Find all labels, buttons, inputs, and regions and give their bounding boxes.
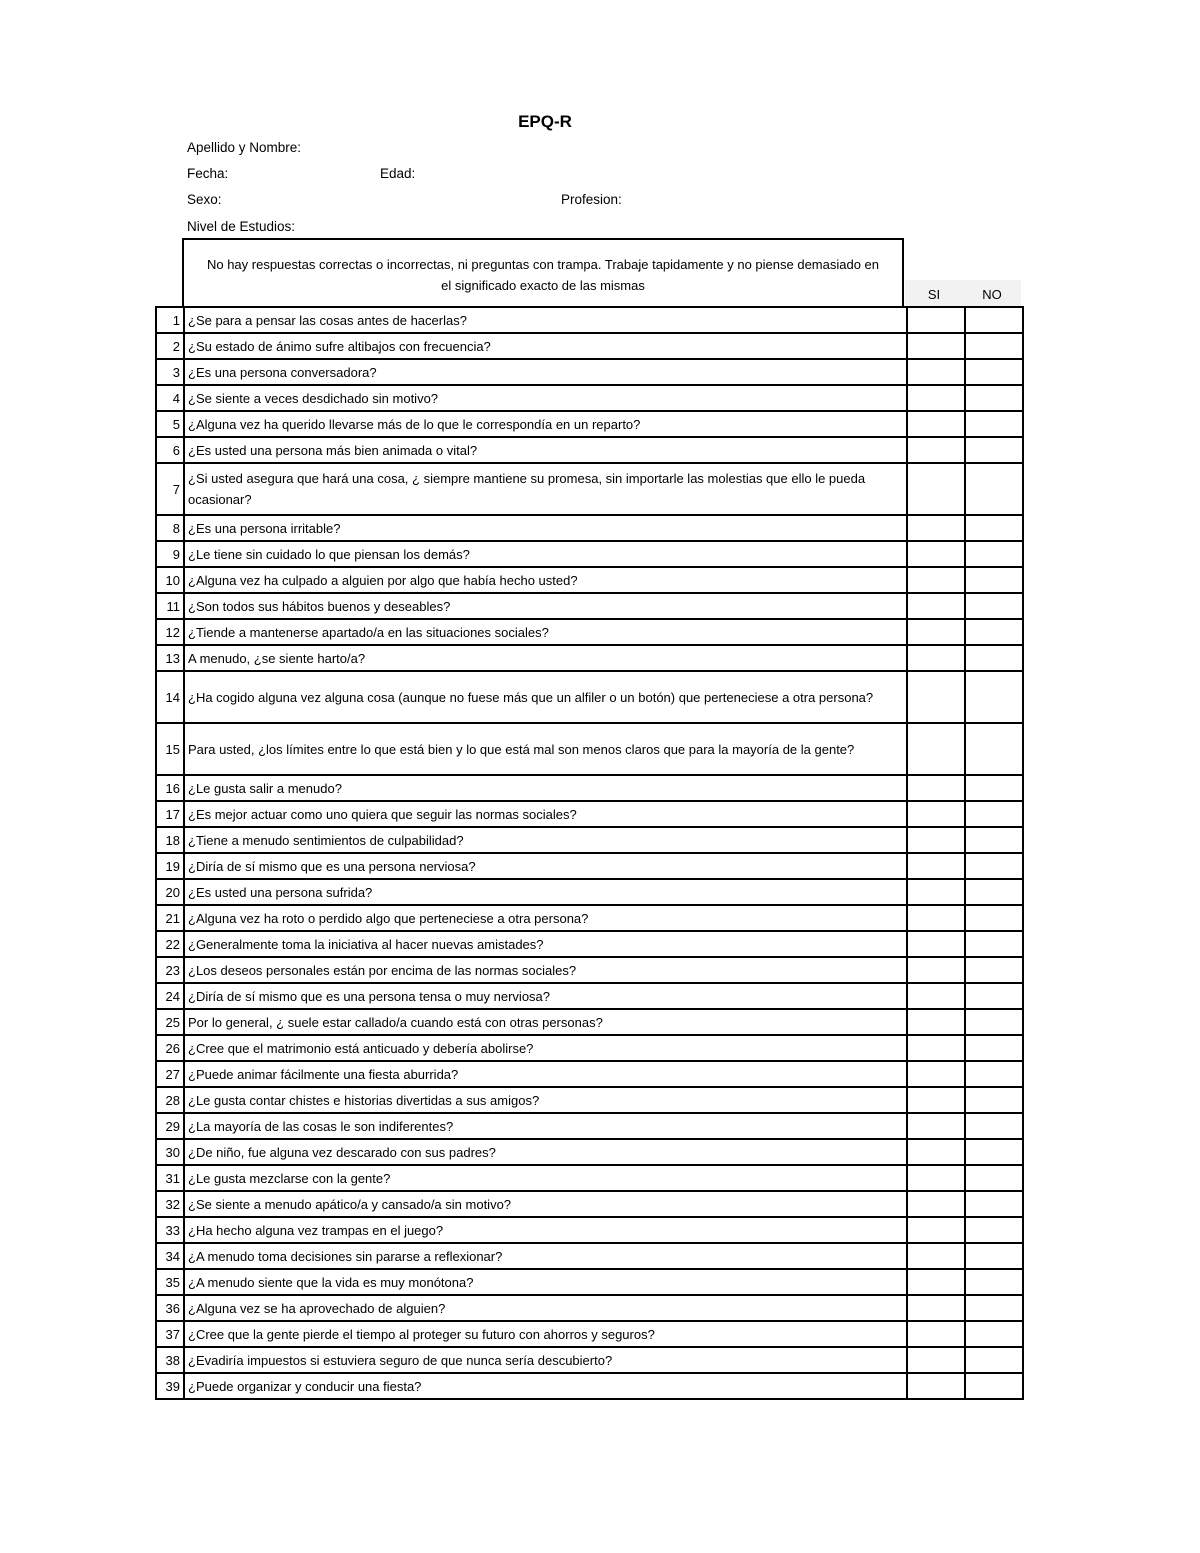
table-row (156, 723, 1023, 775)
table-row (156, 307, 1023, 333)
table-row (156, 463, 1023, 515)
question-number: 35 (156, 1269, 184, 1295)
answer-cell-no[interactable] (965, 645, 1023, 671)
answer-cell-no[interactable] (965, 1139, 1023, 1165)
question-number: 5 (156, 411, 184, 437)
table-row (156, 1243, 1023, 1269)
question-number: 28 (156, 1087, 184, 1113)
question-number: 37 (156, 1321, 184, 1347)
question-number: 11 (156, 593, 184, 619)
answer-cell-no[interactable] (965, 567, 1023, 593)
answer-cell-no[interactable] (965, 723, 1023, 775)
question-text: ¿Alguna vez ha querido llevarse más de lo que le correspondía en un reparto? (184, 411, 907, 437)
question-number: 3 (156, 359, 184, 385)
question-number: 12 (156, 619, 184, 645)
question-number: 14 (156, 671, 184, 723)
sex-field-label: Sexo: (187, 192, 222, 207)
answer-cell-no[interactable] (965, 957, 1023, 983)
answer-cell-si[interactable] (907, 905, 965, 931)
answer-cell-no[interactable] (965, 333, 1023, 359)
question-text: ¿Tiene a menudo sentimientos de culpabilidad? (184, 827, 907, 853)
answer-cell-si[interactable] (907, 853, 965, 879)
answer-cell-si[interactable] (907, 775, 965, 801)
answer-cell-no[interactable] (965, 619, 1023, 645)
age-field-label: Edad: (380, 166, 416, 181)
questions-table (155, 306, 1024, 1400)
answer-cell-no[interactable] (965, 411, 1023, 437)
question-text: ¿Le gusta contar chistes e historias divertidas a sus amigos? (184, 1087, 907, 1113)
column-header-no: NO (963, 280, 1021, 306)
table-row (156, 541, 1023, 567)
answer-cell-no[interactable] (965, 983, 1023, 1009)
answer-cell-no[interactable] (965, 1165, 1023, 1191)
question-number: 20 (156, 879, 184, 905)
question-text: ¿A menudo siente que la vida es muy monótona? (184, 1269, 907, 1295)
answer-cell-no[interactable] (965, 1295, 1023, 1321)
question-text: ¿Cree que el matrimonio está anticuado y debería abolirse? (184, 1035, 907, 1061)
answer-cell-no[interactable] (965, 385, 1023, 411)
question-text: ¿Diría de sí mismo que es una persona nerviosa? (184, 853, 907, 879)
answer-cell-no[interactable] (965, 1087, 1023, 1113)
answer-cell-si[interactable] (907, 827, 965, 853)
question-number: 33 (156, 1217, 184, 1243)
question-number: 15 (156, 723, 184, 775)
question-number: 38 (156, 1347, 184, 1373)
answer-cell-si[interactable] (907, 463, 965, 515)
question-number: 17 (156, 801, 184, 827)
answer-cell-no[interactable] (965, 775, 1023, 801)
table-row (156, 879, 1023, 905)
question-number: 31 (156, 1165, 184, 1191)
answer-cell-no[interactable] (965, 463, 1023, 515)
question-number: 1 (156, 307, 184, 333)
table-row (156, 1009, 1023, 1035)
question-text: ¿Es usted una persona sufrida? (184, 879, 907, 905)
answer-cell-si[interactable] (907, 1217, 965, 1243)
question-text: ¿Ha hecho alguna vez trampas en el juego? (184, 1217, 907, 1243)
question-number: 4 (156, 385, 184, 411)
table-row (156, 801, 1023, 827)
table-row (156, 567, 1023, 593)
question-number: 24 (156, 983, 184, 1009)
question-text: ¿Le gusta salir a menudo? (184, 775, 907, 801)
table-row (156, 515, 1023, 541)
question-number: 8 (156, 515, 184, 541)
answer-cell-si[interactable] (907, 1191, 965, 1217)
answer-cell-no[interactable] (965, 593, 1023, 619)
question-text: ¿Su estado de ánimo sufre altibajos con frecuencia? (184, 333, 907, 359)
answer-cell-si[interactable] (907, 515, 965, 541)
answer-cell-no[interactable] (965, 1035, 1023, 1061)
question-number: 34 (156, 1243, 184, 1269)
column-header-yes: SI (905, 280, 963, 306)
answer-cell-no[interactable] (965, 1009, 1023, 1035)
question-text: ¿Los deseos personales están por encima de las normas sociales? (184, 957, 907, 983)
question-text: ¿Ha cogido alguna vez alguna cosa (aunque no fuese más que un alfiler o un botón) que perteneciese a otra persona? (184, 671, 907, 723)
instructions-box (182, 238, 904, 306)
table-row (156, 593, 1023, 619)
table-row (156, 957, 1023, 983)
question-text: ¿Alguna vez se ha aprovechado de alguien? (184, 1295, 907, 1321)
answer-cell-no[interactable] (965, 827, 1023, 853)
table-row (156, 1113, 1023, 1139)
question-text: ¿Evadiría impuestos si estuviera seguro de que nunca sería descubierto? (184, 1347, 907, 1373)
answer-cell-si[interactable] (907, 1087, 965, 1113)
question-text: ¿Le gusta mezclarse con la gente? (184, 1165, 907, 1191)
question-text: ¿Se siente a menudo apático/a y cansado/a sin motivo? (184, 1191, 907, 1217)
answer-cell-no[interactable] (965, 1347, 1023, 1373)
question-text: A menudo, ¿se siente harto/a? (184, 645, 907, 671)
table-row (156, 1087, 1023, 1113)
table-row (156, 619, 1023, 645)
question-text: Para usted, ¿los límites entre lo que está bien y lo que está mal son menos claros que para la mayoría de la gente? (184, 723, 907, 775)
answer-cell-no[interactable] (965, 307, 1023, 333)
answer-cell-no[interactable] (965, 853, 1023, 879)
question-number: 22 (156, 931, 184, 957)
education-field-label: Nivel de Estudios: (187, 219, 296, 234)
answer-cell-si[interactable] (907, 333, 965, 359)
answer-cell-si[interactable] (907, 619, 965, 645)
table-row (156, 1217, 1023, 1243)
table-row (156, 1269, 1023, 1295)
table-row (156, 645, 1023, 671)
answer-cell-si[interactable] (907, 541, 965, 567)
answer-cell-si[interactable] (907, 1269, 965, 1295)
answer-cell-si[interactable] (907, 671, 965, 723)
table-row (156, 1373, 1023, 1399)
answer-cell-si[interactable] (907, 411, 965, 437)
answer-cell-no[interactable] (965, 1243, 1023, 1269)
answer-cell-si[interactable] (907, 983, 965, 1009)
question-number: 36 (156, 1295, 184, 1321)
question-text: ¿Se para a pensar las cosas antes de hacerlas? (184, 307, 907, 333)
question-text: ¿Diría de sí mismo que es una persona tensa o muy nerviosa? (184, 983, 907, 1009)
question-text: ¿Alguna vez ha culpado a alguien por algo que había hecho usted? (184, 567, 907, 593)
answer-cell-si[interactable] (907, 1321, 965, 1347)
question-number: 7 (156, 463, 184, 515)
question-number: 18 (156, 827, 184, 853)
table-row (156, 1191, 1023, 1217)
answer-cell-no[interactable] (965, 931, 1023, 957)
question-number: 29 (156, 1113, 184, 1139)
answer-cell-no[interactable] (965, 1113, 1023, 1139)
question-number: 21 (156, 905, 184, 931)
answer-cell-si[interactable] (907, 1165, 965, 1191)
question-text: ¿A menudo toma decisiones sin pararse a reflexionar? (184, 1243, 907, 1269)
table-row (156, 437, 1023, 463)
answer-cell-si[interactable] (907, 1061, 965, 1087)
answer-cell-si[interactable] (907, 931, 965, 957)
question-text: ¿Es una persona irritable? (184, 515, 907, 541)
answer-cell-no[interactable] (965, 437, 1023, 463)
table-row (156, 1321, 1023, 1347)
question-text: ¿Cree que la gente pierde el tiempo al proteger su futuro con ahorros y seguros? (184, 1321, 907, 1347)
answer-cell-si[interactable] (907, 1035, 965, 1061)
answer-cell-no[interactable] (965, 1217, 1023, 1243)
table-row (156, 333, 1023, 359)
answer-cell-no[interactable] (965, 541, 1023, 567)
answer-cell-no[interactable] (965, 1321, 1023, 1347)
question-text: ¿Si usted asegura que hará una cosa, ¿ siempre mantiene su promesa, sin importarle las molestias que ello le pueda ocasionar? (184, 463, 907, 515)
table-row (156, 1139, 1023, 1165)
answer-cell-no[interactable] (965, 515, 1023, 541)
answer-cell-si[interactable] (907, 1243, 965, 1269)
question-text: ¿Se siente a veces desdichado sin motivo? (184, 385, 907, 411)
question-number: 27 (156, 1061, 184, 1087)
profession-field-label: Profesion: (561, 192, 622, 207)
answer-cell-si[interactable] (907, 1009, 965, 1035)
question-text: ¿De niño, fue alguna vez descarado con sus padres? (184, 1139, 907, 1165)
answer-cell-si[interactable] (907, 437, 965, 463)
question-text: ¿Le tiene sin cuidado lo que piensan los demás? (184, 541, 907, 567)
answer-cell-si[interactable] (907, 723, 965, 775)
table-row (156, 385, 1023, 411)
question-number: 26 (156, 1035, 184, 1061)
question-number: 16 (156, 775, 184, 801)
table-row (156, 827, 1023, 853)
question-text: ¿Puede organizar y conducir una fiesta? (184, 1373, 907, 1399)
question-number: 13 (156, 645, 184, 671)
answer-cell-si[interactable] (907, 801, 965, 827)
answer-cell-no[interactable] (965, 905, 1023, 931)
table-row (156, 1035, 1023, 1061)
answer-cell-si[interactable] (907, 1139, 965, 1165)
instructions-text: No hay respuestas correctas o incorrectas, ni preguntas con trampa. Trabaje tapidamente y no piense demasiado en el significado exacto de las mismas (206, 257, 880, 293)
table-row (156, 905, 1023, 931)
answer-cell-si[interactable] (907, 567, 965, 593)
answer-cell-si[interactable] (907, 385, 965, 411)
question-text: ¿Es una persona conversadora? (184, 359, 907, 385)
question-text: ¿Es mejor actuar como uno quiera que seguir las normas sociales? (184, 801, 907, 827)
table-row (156, 1295, 1023, 1321)
answer-cell-no[interactable] (965, 1373, 1023, 1399)
question-number: 23 (156, 957, 184, 983)
answer-cell-si[interactable] (907, 359, 965, 385)
table-row (156, 853, 1023, 879)
answer-cell-si[interactable] (907, 957, 965, 983)
table-row (156, 1061, 1023, 1087)
answer-cell-si[interactable] (907, 879, 965, 905)
question-number: 6 (156, 437, 184, 463)
answer-cell-no[interactable] (965, 801, 1023, 827)
question-number: 9 (156, 541, 184, 567)
question-text: ¿Son todos sus hábitos buenos y deseables? (184, 593, 907, 619)
table-row (156, 983, 1023, 1009)
answer-cell-no[interactable] (965, 1061, 1023, 1087)
answer-cell-no[interactable] (965, 1269, 1023, 1295)
answer-cell-si[interactable] (907, 1113, 965, 1139)
table-row (156, 1165, 1023, 1191)
question-text: Por lo general, ¿ suele estar callado/a cuando está con otras personas? (184, 1009, 907, 1035)
name-field-label: Apellido y Nombre: (187, 140, 302, 155)
table-row (156, 775, 1023, 801)
answer-cell-no[interactable] (965, 359, 1023, 385)
answer-cell-no[interactable] (965, 1191, 1023, 1217)
answer-cell-si[interactable] (907, 593, 965, 619)
date-field-label: Fecha: (187, 166, 229, 181)
question-number: 19 (156, 853, 184, 879)
question-text: ¿Tiende a mantenerse apartado/a en las situaciones sociales? (184, 619, 907, 645)
question-text: ¿Puede animar fácilmente una fiesta aburrida? (184, 1061, 907, 1087)
question-text: ¿Es usted una persona más bien animada o vital? (184, 437, 907, 463)
answer-cell-si[interactable] (907, 1373, 965, 1399)
table-row (156, 931, 1023, 957)
table-row (156, 359, 1023, 385)
answer-cell-si[interactable] (907, 645, 965, 671)
answer-cell-no[interactable] (965, 671, 1023, 723)
question-number: 30 (156, 1139, 184, 1165)
question-number: 2 (156, 333, 184, 359)
answer-cell-si[interactable] (907, 1347, 965, 1373)
question-number: 10 (156, 567, 184, 593)
answer-cell-si[interactable] (907, 1295, 965, 1321)
question-number: 39 (156, 1373, 184, 1399)
table-row (156, 411, 1023, 437)
question-number: 32 (156, 1191, 184, 1217)
answer-cell-no[interactable] (965, 879, 1023, 905)
answer-cell-si[interactable] (907, 307, 965, 333)
question-text: ¿Generalmente toma la iniciativa al hacer nuevas amistades? (184, 931, 907, 957)
table-row (156, 671, 1023, 723)
table-row (156, 1347, 1023, 1373)
question-text: ¿La mayoría de las cosas le son indiferentes? (184, 1113, 907, 1139)
page-title: EPQ-R (518, 112, 572, 131)
question-number: 25 (156, 1009, 184, 1035)
question-text: ¿Alguna vez ha roto o perdido algo que perteneciese a otra persona? (184, 905, 907, 931)
